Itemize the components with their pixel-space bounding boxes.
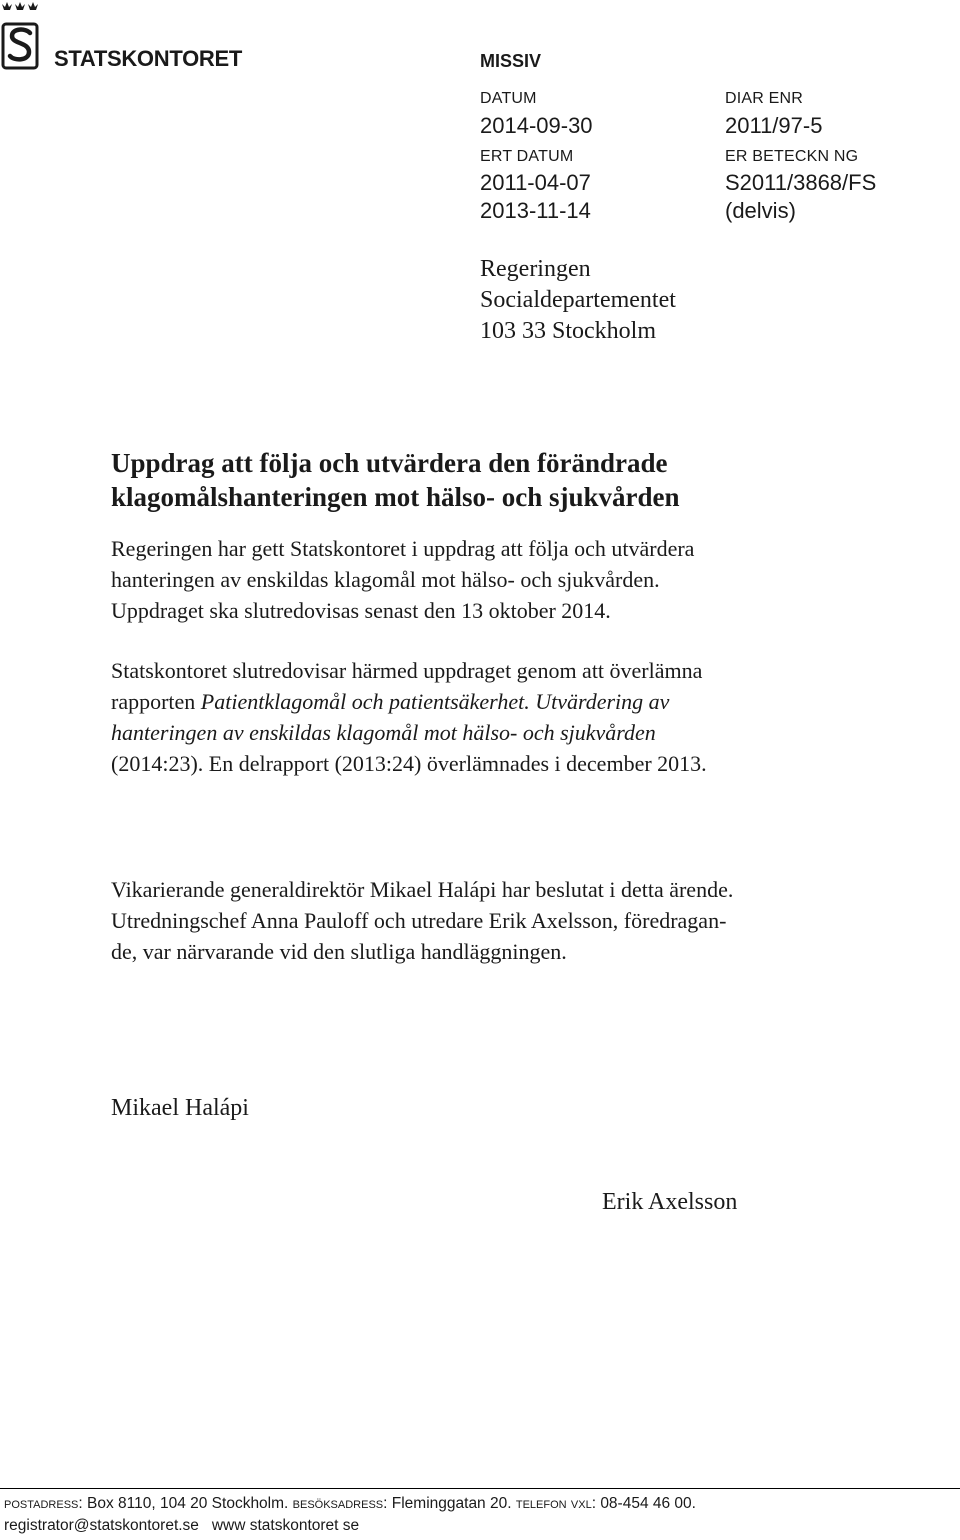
recipient-line-1: Regeringen [480,256,591,282]
paragraph-1-line-2: hanteringen av enskildas klagomål mot hälso- och sjukvården. [111,567,660,592]
report-title: Patientklagomål och patientsäkerhet. Utvärdering av [200,689,670,714]
ert-datum-label: ERT DATUM [480,148,574,165]
document-type: MISSIV [480,51,542,71]
paragraph-3-line-1: Vikarierande generaldirektör Mikael Halápi har beslutat i detta ärende. [111,877,734,902]
recipient-line-2: Socialdepartementet [480,287,676,313]
email-link[interactable]: registrator@statskontoret.se [4,1517,199,1534]
ert-datum-value-1: 2011-04-07 [480,170,591,195]
footer-divider [0,1488,960,1489]
er-beteckning-value-1: S2011/3868/FS [725,170,877,195]
paragraph-2-line-2 [111,686,871,717]
visiting-address-label: besöksadress [292,1495,384,1512]
diar-label: DIAR ENR [725,90,804,107]
subject-line-2: klagomålshanteringen mot hälso- och sjukvården [111,482,680,512]
website-link[interactable]: www statskontoret se [211,1517,360,1534]
paragraph-2-prefix: rapporten [111,689,201,714]
signature-first: Mikael Halápi [111,1095,249,1121]
paragraph-1 [111,533,871,626]
paragraph-3-line-2: Utredningschef Anna Pauloff och utredare Erik Axelsson, föredragan- [111,908,727,933]
diar-value: 2011/97-5 [725,113,823,138]
date-label: DATUM [480,90,537,107]
visiting-address-value: Fleminggatan 20. [391,1495,512,1512]
footer-line-2 [4,1517,359,1535]
brand-name: STATSKONTORET [54,46,242,71]
phone-label: telefon vxl [515,1495,592,1512]
postal-address-label: postadress [4,1495,79,1512]
paragraph-2-line-1: Statskontoret slutredovisar härmed uppdraget genom att överlämna [111,658,703,683]
paragraph-2-line-4: (2014:23). En delrapport (2013:24) överlämnades i december 2013. [111,751,707,776]
subject-heading [111,446,911,514]
report-title-continued: hanteringen av enskildas klagomål mot hälso- och sjukvården [111,720,656,745]
date-value: 2014-09-30 [480,113,593,138]
signature-second: Erik Axelsson [602,1189,738,1215]
subject-line-1: Uppdrag att följa och utvärdera den förändrade [111,448,668,478]
statskontoret-logo-icon [0,0,44,72]
paragraph-1-line-3: Uppdraget ska slutredovisas senast den 13 oktober 2014. [111,598,611,623]
paragraph-2 [111,655,871,779]
er-beteckning-label: ER BETECKN NG [725,148,859,165]
paragraph-3-line-3: de, var närvarande vid den slutliga handläggningen. [111,939,567,964]
recipient-line-3: 103 33 Stockholm [480,318,657,344]
paragraph-3 [111,874,911,967]
postal-address-value: Box 8110, 104 20 Stockholm. [87,1495,289,1512]
er-beteckning-value-2: (delvis) [725,198,796,223]
paragraph-1-line-1: Regeringen har gett Statskontoret i uppdrag att följa och utvärdera [111,536,695,561]
phone-value: 08-454 46 00. [600,1495,696,1512]
paragraph-2-line-3 [111,717,871,748]
footer-line-1: postadress: Box 8110, 104 20 Stockholm. besöksadress: Fleminggatan 20. telefon vxl: 08-454 46 00. [4,1495,696,1512]
ert-datum-value-2: 2013-11-14 [480,198,591,223]
